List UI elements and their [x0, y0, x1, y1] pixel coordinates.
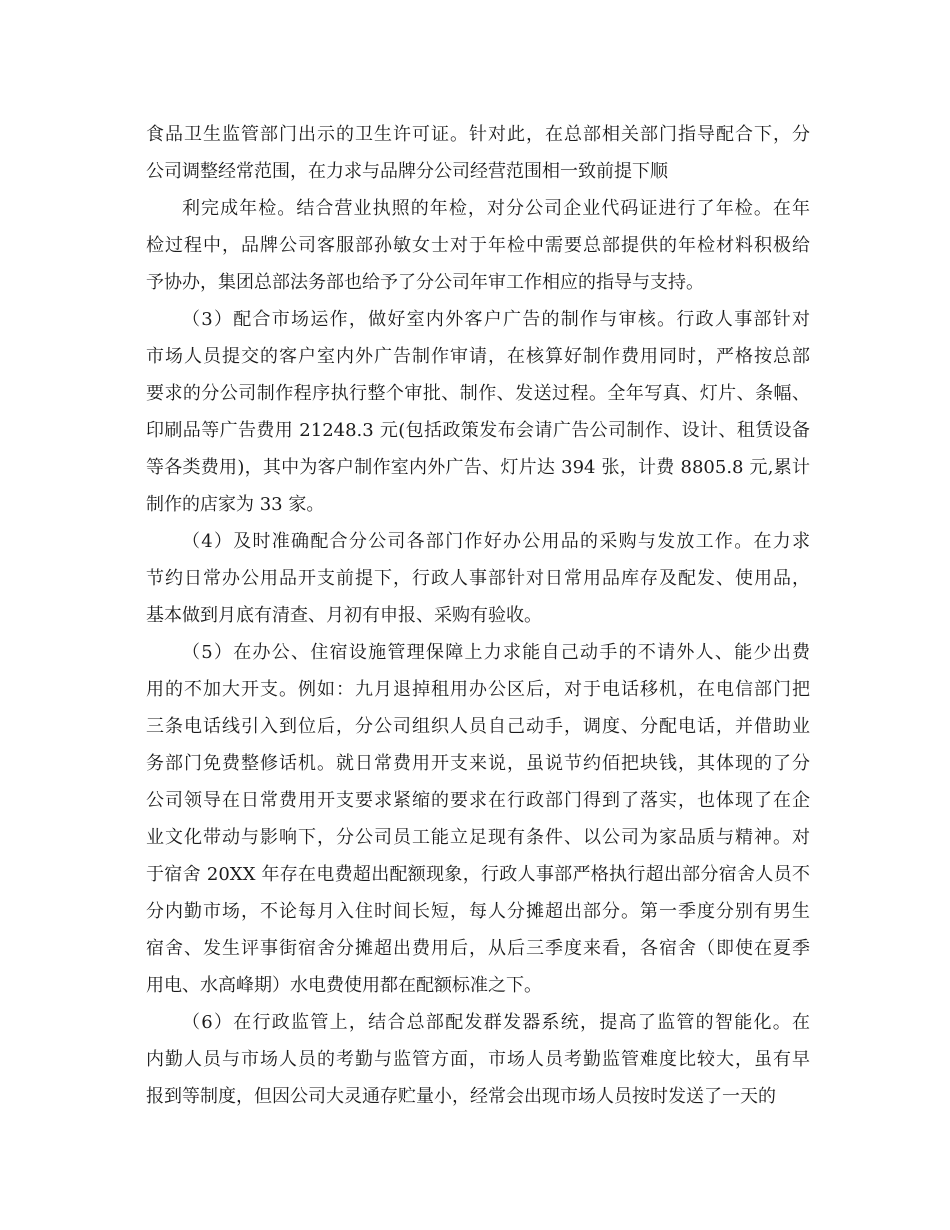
text-line: （3）配合市场运作，做好室内外客户广告的制作与审核。行政人事部针对 [182, 309, 810, 330]
text-line: 印刷品等广告费用 21248.3 元(包括政策发布会请广告公司制作、设计、租赁设备 [146, 420, 810, 441]
text-line: 食品卫生监管部门出示的卫生许可证。针对此，在总部相关部门指导配合下，分 [146, 124, 810, 145]
text-line: 务部门免费整修话机。就日常费用开支来说，虽说节约佰把块钱，其体现的了分 [146, 753, 810, 774]
text-line: （5）在办公、住宿设施管理保障上力求能自己动手的不请外人、能少出费 [182, 642, 810, 663]
text-line: （4）及时准确配合分公司各部门作好办公用品的采购与发放工作。在力求 [182, 531, 810, 552]
text-line: 要求的分公司制作程序执行整个审批、制作、发送过程。全年写真、灯片、条幅、 [146, 383, 810, 404]
text-line: 公司领导在日常费用开支要求紧缩的要求在行政部门得到了落实，也体现了在企 [146, 790, 810, 811]
text-line: 内勤人员与市场人员的考勤与监管方面，市场人员考勤监管难度比较大，虽有早 [146, 1049, 810, 1070]
text-line: 业文化带动与影响下，分公司员工能立足现有条件、以公司为家品质与精神。对 [146, 827, 810, 848]
document-body [146, 116, 810, 1115]
text-line: 用电、水高峰期）水电费使用都在配额标准之下。 [146, 975, 542, 996]
text-line: 宿舍、发生评事街宿舍分摊超出费用后，从后三季度来看，各宿舍（即使在夏季 [146, 938, 810, 959]
text-line: 三条电话线引入到位后，分公司组织人员自己动手，调度、分配电话，并借助业 [146, 716, 810, 737]
text-line: 等各类费用)，其中为客户制作室内外广告、灯片达 394 张，计费 8805.8 元,累计 [146, 457, 810, 478]
text-line: 公司调整经常范围，在力求与品牌分公司经营范围相一致前提下顺 [146, 161, 668, 182]
text-line: 制作的店家为 33 家。 [146, 494, 325, 515]
text-line: 用的不加大开支。例如：九月退掉租用办公区后，对于电话移机，在电信部门把 [146, 679, 810, 700]
text-line: 报到等制度，但因公司大灵通存贮量小，经常会出现市场人员按时发送了一天的 [146, 1086, 776, 1107]
text-line: （6）在行政监管上，结合总部配发群发器系统，提高了监管的智能化。在 [182, 1012, 810, 1033]
text-line: 于宿舍 20XX 年存在电费超出配额现象，行政人事部严格执行超出部分宿舍人员不 [146, 864, 810, 885]
text-line: 市场人员提交的客户室内外广告制作审请，在核算好制作费用同时，严格按总部 [146, 346, 810, 367]
text-line: 分内勤市场，不论每月入住时间长短，每人分摊超出部分。第一季度分别有男生 [146, 901, 810, 922]
text-line: 予协办，集团总部法务部也给予了分公司年审工作相应的指导与支持。 [146, 272, 704, 293]
text-line: 节约日常办公用品开支前提下，行政人事部针对日常用品库存及配发、使用品， [146, 568, 810, 589]
text-line: 基本做到月底有清查、月初有申报、采购有验收。 [146, 605, 542, 626]
text-line: 利完成年检。结合营业执照的年检，对分公司企业代码证进行了年检。在年 [182, 198, 810, 219]
text-line: 检过程中，品牌公司客服部孙敏女士对于年检中需要总部提供的年检材料积极给 [146, 235, 810, 256]
